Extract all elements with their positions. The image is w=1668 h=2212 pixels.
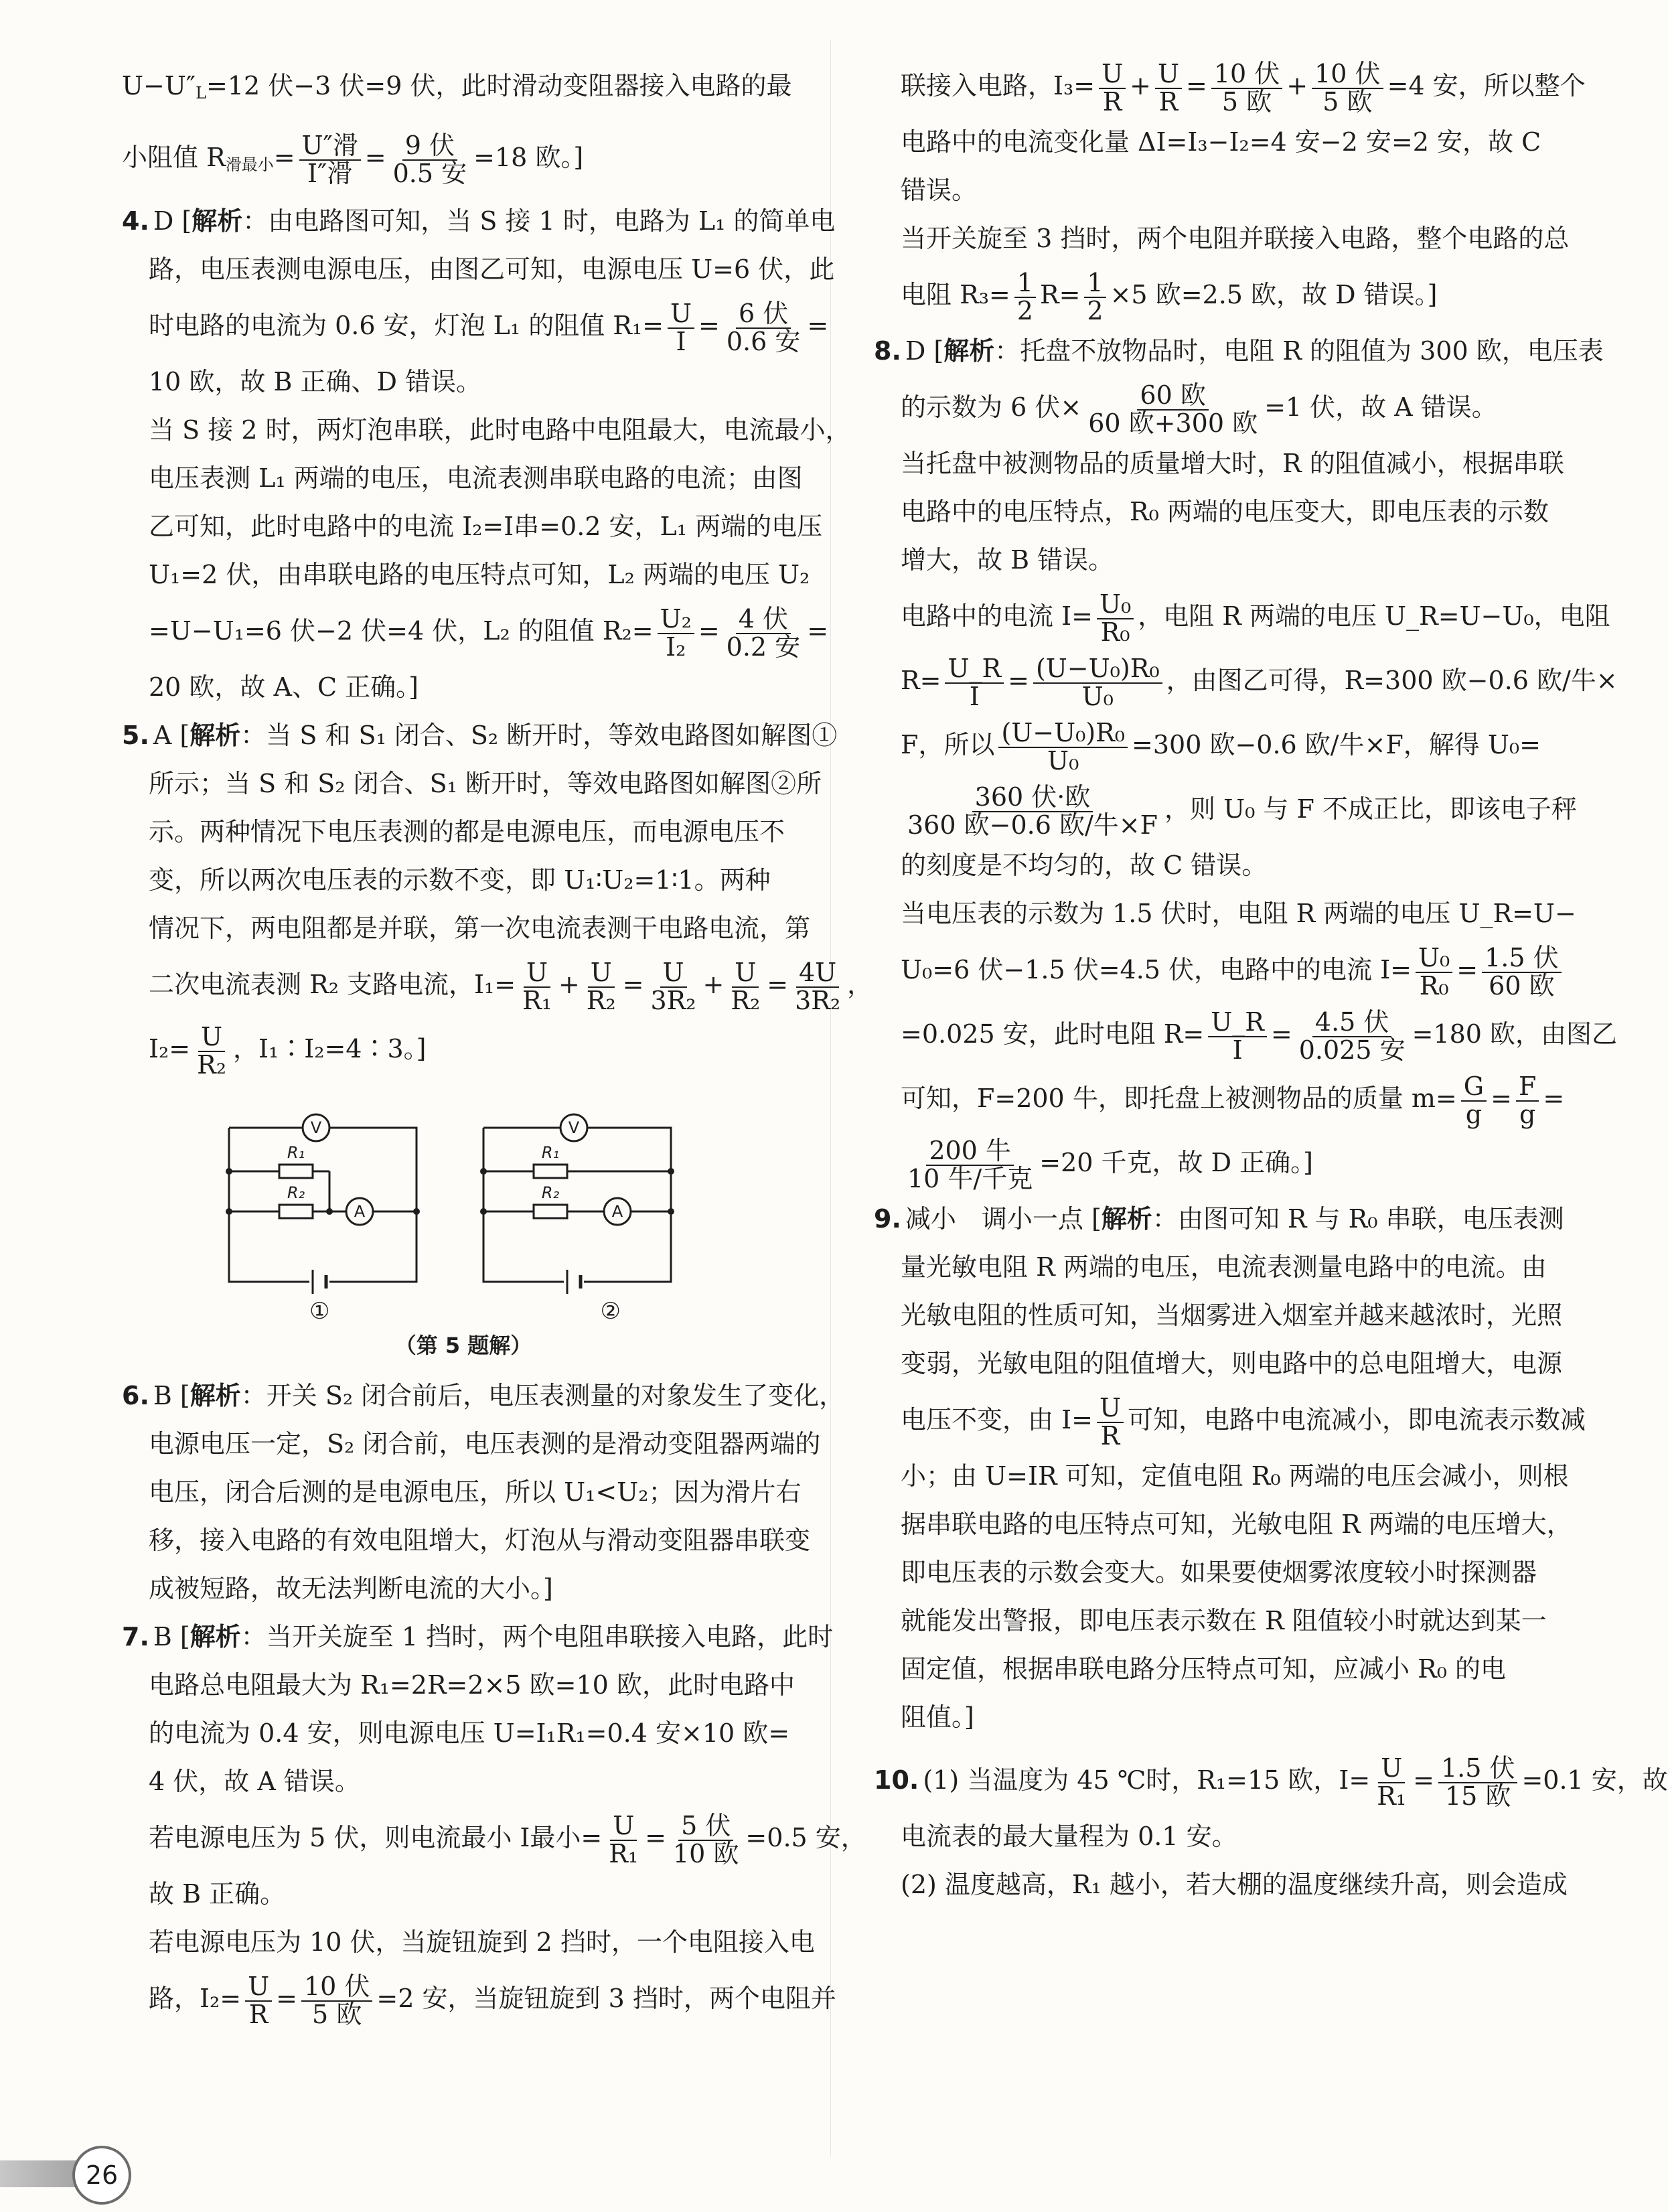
text: [874, 584, 1610, 648]
voltmeter-label: V: [310, 1118, 322, 1137]
analysis-tag: 解析: [189, 1381, 241, 1410]
text: 二次电流表测 R₂ 支路电流，I₁=: [149, 970, 516, 999]
text: 4 伏，故 A 错误。: [149, 1767, 360, 1796]
text: 即电压表的示数会变大。如果要使烟雾浓度较小时探测器: [901, 1558, 1537, 1587]
continuation-line-1: [122, 54, 792, 125]
text: 电流表的最大量程为 0.1 安。: [901, 1822, 1237, 1851]
text: =0.025 安，此时电阻 R=: [901, 1019, 1205, 1049]
text: 电路中的电流 I=: [901, 601, 1093, 631]
answer-7: [122, 1613, 866, 2031]
voltmeter-label: V: [568, 1118, 580, 1137]
ammeter-label: A: [354, 1202, 366, 1221]
fraction: [1296, 1009, 1408, 1064]
denominator: 0.5 安: [392, 158, 467, 188]
numerator: U: [668, 301, 694, 329]
ammeter-label: A: [611, 1202, 623, 1221]
numerator: 4 伏: [736, 606, 791, 634]
numerator: U″滑: [299, 133, 361, 161]
text: 固定值，根据串联电路分压特点可知，应减小 R₀ 的电: [901, 1654, 1507, 1684]
text: ，则 U₀ 与 F 不成正比，即该电子秤: [1164, 794, 1577, 824]
text: ：当 S 和 S₁ 闭合、S₂ 断开时，等效电路图如解图①: [240, 721, 838, 750]
text: 可知，F=200 牛，即托盘上被测物品的质量 m=: [901, 1084, 1457, 1113]
fraction: [1482, 942, 1562, 1001]
text: 联接入电路，I₃= $\frac{U}{R}$ + $\frac{U}{R}$ = $\frac{\text{10 伏}}{\text{5 欧}}$ + $\frac{\text{10 伏}}{\text{5 欧}}$ =4 安，所以整个: [901, 58, 1586, 117]
numerator: 10 伏: [1312, 61, 1383, 89]
text: [874, 1130, 1530, 1195]
wire: [483, 1128, 671, 1282]
text: 移，接入电路的有效电阻增大，灯泡从与滑动变阻器串联变: [149, 1526, 811, 1555]
numerator: U: [588, 960, 615, 988]
numerator: U₀: [1097, 591, 1134, 619]
fraction: [1033, 653, 1162, 711]
analysis-tag: 解析: [1101, 1204, 1152, 1234]
fraction: [584, 957, 619, 1015]
question-number: 9.: [874, 1204, 901, 1234]
denominator: 5 欧: [312, 1999, 362, 2029]
page-number-tab: [0, 2136, 147, 2203]
text: L: [196, 84, 207, 102]
fraction: [1208, 1009, 1267, 1064]
denominator: 0.025 安: [1298, 1035, 1406, 1065]
text: (2) 温度越高，R₁ 越小，若大棚的温度继续升高，则会造成: [901, 1870, 1568, 1899]
text: U−U″: [122, 71, 196, 100]
fraction: [301, 1971, 372, 2029]
text: 阻值。]: [901, 1702, 974, 1732]
resistor-label: R₂: [287, 1183, 305, 1202]
text: 示。两种情况下电压表测的都是电源电压，而电源电压不: [149, 817, 785, 846]
text: [874, 375, 1530, 439]
analysis-tag: 解析: [189, 721, 241, 750]
text: ，I₁∶I₂=4∶3。]: [232, 1034, 427, 1063]
fraction: [728, 957, 763, 1015]
denominator: R: [1100, 1420, 1120, 1451]
answer-10: 10. (1) 当温度为 45 ℃时，R₁=15 欧，I= $\frac{U}{\text{R₁}}$ = $\frac{\text{1.5 伏}}{\text{15 欧}}$ =0.1 安，故 电流表的最大量程为 0.1 安。 (2) 温度越高，R₁ 越小，若大棚的温度继续升高，则会造成: [874, 1748, 1530, 1909]
text: [874, 1388, 1586, 1452]
text: 量光敏电阻 R 两端的电压，电流表测量电路中的电流。由: [901, 1252, 1547, 1282]
text: 光敏电阻的性质可知，当烟雾进入烟室并越来越浓时，光照: [901, 1301, 1563, 1330]
fraction: [945, 653, 1004, 711]
question-number: 8.: [874, 336, 901, 366]
text: 成被短路，故无法判断电流的大小。]: [149, 1574, 553, 1603]
text: 所示；当 S 和 S₂ 闭合、S₁ 断开时，等效电路图如解图②所: [149, 769, 822, 798]
denominator: R₂: [586, 985, 616, 1015]
figure-label-2: ②: [600, 1298, 621, 1325]
fraction: [1374, 1755, 1409, 1810]
text: 滑最小: [225, 155, 274, 174]
text: B [: [153, 1381, 190, 1410]
figure-caption: （第 5 题解）: [394, 1333, 532, 1358]
text: =12 伏−3 伏=9 伏，此时滑动变阻器接入电路的最: [206, 71, 792, 100]
text: 电阻 R₃=: [901, 280, 1010, 309]
right-column: [874, 54, 1668, 1909]
denominator: R: [1102, 86, 1122, 117]
question-number: 5.: [122, 721, 149, 750]
denominator: R: [248, 1999, 269, 2029]
fraction: [905, 784, 1160, 839]
text: 电压不变，由 I=: [901, 1405, 1093, 1434]
text: I₂=: [149, 1034, 191, 1063]
fraction: [390, 130, 470, 188]
numerator: U: [1099, 61, 1126, 89]
numerator: 10 伏: [1211, 61, 1282, 89]
numerator: U: [732, 960, 759, 988]
numerator: 5 伏: [678, 1813, 733, 1841]
denominator: R: [1158, 86, 1179, 117]
fraction: [668, 298, 694, 356]
junction: [413, 1208, 420, 1215]
numerator: U: [660, 960, 687, 988]
fraction: [1099, 58, 1126, 117]
figure-labels: [216, 1298, 711, 1325]
denominator: R₀: [1100, 617, 1130, 647]
numerator: U: [245, 1974, 272, 2002]
text: 据串联电路的电压特点可知，光敏电阻 R 两端的电压增大，: [901, 1509, 1572, 1539]
text: D [: [153, 206, 192, 236]
junction: [226, 1168, 232, 1175]
fraction: [658, 603, 694, 662]
fraction: [670, 1810, 741, 1868]
fraction: [194, 1021, 229, 1080]
numerator: 360 伏·欧: [972, 784, 1093, 812]
text: ：由电路图可知，当 S 接 1 时，电路为 L₁ 的简单电: [242, 206, 836, 236]
text: =4 安，所以整个: [1387, 71, 1586, 100]
denominator: 3R₂: [795, 985, 841, 1015]
text: ×5 欧=2.5 欧，故 D 错误。]: [1110, 280, 1438, 309]
answer-5: [122, 711, 873, 1359]
resistor-r2: [534, 1205, 567, 1218]
denominator: g: [1519, 1099, 1536, 1129]
numerator: U: [198, 1024, 225, 1052]
text: 变，所以两次电压表的示数不变，即 U₁∶U₂=1∶1。两种: [149, 865, 771, 895]
junction: [668, 1168, 674, 1175]
text: ：开关 S₂ 闭合前后，电压表测量的对象发生了变化，: [240, 1381, 845, 1410]
numerator: 1: [1084, 270, 1106, 298]
question-number: 4.: [122, 206, 149, 236]
text: 若电源电压为 5 伏，则电流最小 I最小=: [149, 1823, 603, 1852]
figure-label-1: ①: [309, 1298, 330, 1325]
denominator: I: [1232, 1035, 1243, 1065]
resistor-r2: [279, 1205, 313, 1218]
numerator: (U−U₀)R₀: [998, 720, 1128, 748]
denominator: 360 欧−0.6 欧/牛×F: [907, 810, 1158, 840]
numerator: U₂: [658, 606, 694, 634]
text: 电压表测 L₁ 两端的电压，电流表测串联电路的电流；由图: [149, 463, 803, 493]
answer-8: [874, 327, 1618, 1195]
answer-6: [122, 1372, 845, 1613]
text: 路，I₂= $\frac{U}{R}$ = $\frac{\text{10 伏}}{\text{5 欧}}$ =2 安，当旋钮旋到 3 挡时，两个电阻并: [149, 1971, 836, 2029]
text: B [: [153, 1622, 190, 1651]
text: 小；由 U=IR 可知，定值电阻 R₀ 两端的电压会减小，则根: [901, 1461, 1569, 1491]
numerator: 10 伏: [301, 1974, 372, 2002]
text: 路，I₂=: [149, 1984, 242, 2013]
text: 联接入电路，I₃=: [901, 71, 1095, 100]
left-column: [122, 54, 873, 2031]
text: ，电阻 R 两端的电压 U_R=U−U₀，电阻: [1138, 601, 1610, 631]
text: =U−U₁=6 伏−2 伏=4 伏，L₂ 的阻值 R₂= $\frac{\text{U₂}}{\text{I₂}}$ = $\frac{\text{4 伏}}{\text{0.2 安}}$ =: [149, 603, 829, 662]
text: ：当开关旋至 1 挡时，两个电阻串联接入电路，此时: [240, 1622, 834, 1651]
text: (1) 当温度为 45 ℃时，R₁=15 欧，I=: [923, 1765, 1371, 1795]
text: 的刻度是不均匀的，故 C 错误。: [901, 851, 1268, 880]
text: =0.1 安，故: [1521, 1765, 1668, 1795]
numerator: 1.5 伏: [1438, 1755, 1518, 1783]
fraction: [792, 957, 843, 1015]
text: 乙可知，此时电路中的电流 I₂=I串=0.2 安，L₁ 两端的电压: [149, 512, 823, 541]
text: U₀=6 伏−1.5 伏=4.5 伏，电路中的电流 I=: [901, 955, 1412, 984]
denominator: R₁: [1377, 1781, 1407, 1811]
fraction: [299, 130, 361, 188]
fraction: [724, 603, 804, 662]
fraction: [606, 1810, 641, 1868]
numerator: U: [1097, 1395, 1124, 1423]
fraction: [1312, 58, 1383, 117]
resistor-r1: [534, 1165, 567, 1178]
text: 小阻值 R: [122, 143, 226, 172]
numerator: F: [1516, 1074, 1539, 1102]
text: [874, 777, 1577, 841]
text: =U−U₁=6 伏−2 伏=4 伏，L₂ 的阻值 R₂=: [149, 616, 654, 646]
text: 当电压表的示数为 1.5 伏时，电阻 R 两端的电压 U_R=U−: [901, 899, 1576, 928]
fraction: [245, 1971, 272, 2029]
junction: [480, 1208, 487, 1215]
text: A [: [153, 721, 190, 750]
denominator: R₀: [1419, 970, 1449, 1001]
fraction: [1097, 591, 1134, 646]
text: 故 B 正确。: [149, 1879, 286, 1909]
numerator: U: [1378, 1755, 1405, 1783]
text: 的示数为 6 伏×: [901, 392, 1082, 422]
numerator: (U−U₀)R₀: [1033, 656, 1162, 684]
fraction: [520, 957, 554, 1015]
denominator: U₀: [1047, 745, 1079, 776]
text: 就能发出警报，即电压表示数在 R 阻值较小时就达到某一: [901, 1606, 1547, 1635]
resistor-r1: [279, 1165, 313, 1178]
fraction: [1155, 58, 1182, 117]
text: [874, 263, 1530, 327]
text: R= $\frac{U\_R}{I}$ = $\frac{\text{(U−U₀)R₀}}{\text{U₀}}$ ，由图乙可得，R=300 欧−0.6 欧/牛×: [901, 653, 1618, 711]
text: 电压，闭合后测的是电源电压，所以 U₁<U₂；因为滑片右: [149, 1477, 802, 1507]
numerator: U₀: [1416, 945, 1452, 973]
text: =0.025 安，此时电阻 R= $\frac{U\_R}{I}$ = $\frac{\text{4.5 伏}}{\text{0.025 安}}$ =180 欧，由图乙: [901, 1007, 1618, 1065]
page-number: 26: [72, 2146, 131, 2205]
analysis-tag: 解析: [189, 1622, 241, 1651]
text: 时电路的电流为 0.6 安，灯泡 L₁ 的阻值 R₁=: [149, 311, 664, 340]
fraction: [648, 957, 699, 1015]
resistor-label: R₂: [541, 1183, 560, 1202]
numerator: U_R: [945, 656, 1004, 684]
denominator: I₂: [666, 632, 686, 662]
text: 可知，电路中电流减小，即电流表示数减: [1127, 1405, 1586, 1434]
denominator: R₁: [522, 985, 552, 1015]
denominator: I: [676, 326, 686, 356]
denominator: U₀: [1081, 681, 1114, 711]
numerator: U: [524, 960, 550, 988]
text: R=: [1039, 280, 1081, 309]
fraction: [1084, 267, 1106, 325]
circuit-diagrams: [216, 1088, 711, 1295]
junction: [668, 1208, 674, 1215]
text: U₀=6 伏−1.5 伏=4.5 伏，电路中的电流 I= $\frac{\text{U₀}}{\text{R₀}}$ = $\frac{\text{1.5 伏}}{\text{60 欧}}$: [874, 938, 1530, 1002]
text: 二次电流表测 R₂ 支路电流，I₁= $\frac{U}{\text{R₁}}$ + $\frac{U}{\text{R₂}}$ = $\frac{U}{\text{3R₂}}$ + $\frac{U}{\text{R₂}}$ = $\frac{4U}{\text{3R₂}}$ ，: [149, 957, 873, 1015]
text: 时电路的电流为 0.6 安，灯泡 L₁ 的阻值 R₁= $\frac{U}{I}$ = $\frac{\text{6 伏}}{\text{0.6 安}}$ =: [149, 298, 829, 356]
analysis-tag: 解析: [192, 206, 243, 236]
junction: [226, 1208, 232, 1215]
fraction: [1211, 58, 1282, 117]
text: =2 安，当旋钮旋到 3 挡时，两个电阻并: [376, 1984, 836, 2013]
numerator: U_R: [1208, 1009, 1267, 1037]
text: ：托盘不放物品时，电阻 R 的阻值为 300 欧，电压表: [994, 336, 1604, 366]
text: =180 欧，由图乙: [1412, 1019, 1618, 1049]
numerator: 60 欧: [1137, 382, 1208, 411]
denominator: 15 欧: [1444, 1781, 1511, 1811]
text: =18 欧。]: [473, 143, 584, 172]
resistor-label: R₁: [287, 1143, 305, 1162]
denominator: I″滑: [307, 158, 353, 188]
text: 若电源电压为 5 伏，则电流最小 I最小= $\frac{U}{\text{R₁}}$ = $\frac{\text{5 伏}}{\text{10 欧}}$ =0.5 安，: [149, 1810, 866, 1868]
numerator: 1: [1014, 270, 1036, 298]
wire: [229, 1128, 416, 1282]
denominator: 2: [1087, 295, 1104, 325]
answer-4: [122, 197, 851, 711]
text: 若电源电压为 10 伏，当旋钮旋到 2 挡时，一个电阻接入电: [149, 1927, 815, 1957]
text: R=: [901, 666, 941, 695]
numerator: G: [1461, 1074, 1487, 1102]
fraction: [1097, 1392, 1124, 1451]
denominator: 0.6 安: [726, 326, 801, 356]
text: 增大，故 B 错误。: [901, 545, 1114, 575]
junction: [326, 1208, 333, 1215]
text: 电路中的电流变化量 ΔI=I₃−I₂=4 安−2 安=2 安，故 C: [901, 127, 1541, 157]
denominator: R₁: [609, 1838, 639, 1868]
question-number: 10.: [874, 1765, 919, 1795]
fraction: [1085, 382, 1260, 437]
text: 10 欧，故 B 正确、D 错误。: [149, 367, 482, 396]
denominator: R₂: [731, 985, 761, 1015]
text: D [: [905, 336, 944, 366]
text: 当开关旋至 3 挡时，两个电阻并联接入电路，整个电路的总: [901, 224, 1570, 253]
denominator: 5 欧: [1221, 86, 1272, 117]
text: 路，电压表测电源电压，由图乙可知，电源电压 U=6 伏，此: [149, 254, 835, 284]
denominator: g: [1465, 1099, 1483, 1129]
numerator: U: [1155, 61, 1182, 89]
denominator: 5 欧: [1322, 86, 1373, 117]
fraction: [1438, 1755, 1518, 1810]
fraction: [1461, 1071, 1487, 1129]
denominator: R₂: [197, 1049, 226, 1080]
numerator: 1.5 伏: [1482, 945, 1562, 973]
denominator: 10 欧: [672, 1838, 739, 1868]
text: 变弱，光敏电阻的阻值增大，则电路中的总电阻增大，电源: [901, 1349, 1563, 1378]
text: 电路中的电压特点，R₀ 两端的电压变大，即电压表的示数: [901, 497, 1549, 526]
text: ，由图乙可得，R=300 欧−0.6 欧/牛×: [1166, 666, 1618, 695]
answer-9: [874, 1195, 1586, 1741]
text: F，所以: [901, 730, 995, 759]
text: [874, 713, 1541, 777]
denominator: 60 欧+300 欧: [1088, 408, 1258, 438]
text: =300 欧−0.6 欧/牛×F，解得 U₀=: [1132, 730, 1541, 759]
text: [122, 1017, 778, 1081]
numerator: U: [610, 1813, 637, 1841]
fraction: [1416, 942, 1452, 1001]
numerator: 200 牛: [926, 1138, 1014, 1166]
numerator: 4.5 伏: [1312, 1009, 1392, 1037]
text: 的电流为 0.4 安，则电源电压 U=I₁R₁=0.4 安×10 欧=: [149, 1718, 790, 1748]
numerator: 9 伏: [402, 133, 457, 161]
text: 错误。: [901, 175, 978, 205]
fraction: [1014, 267, 1036, 325]
text: U₁=2 伏，由串联电路的电压特点可知，L₂ 两端的电压 U₂: [149, 560, 810, 589]
circuit-figure: [216, 1088, 711, 1359]
text: 减小 调小一点 [: [905, 1204, 1102, 1234]
text: =20 千克，故 D 正确。]: [1039, 1148, 1313, 1177]
denominator: 2: [1016, 295, 1033, 325]
text: 情况下，两电阻都是并联，第一次电流表测干电路电流，第: [149, 913, 811, 943]
text: 电源电压一定，S₂ 闭合前，电压表测的是滑动变阻器两端的: [149, 1429, 821, 1459]
text: 可知，F=200 牛，即托盘上被测物品的质量 m= $\frac{G}{g}$ = $\frac{F}{g}$ =: [901, 1071, 1565, 1129]
denominator: I: [969, 681, 980, 711]
junction: [480, 1168, 487, 1175]
denominator: 0.2 安: [726, 632, 801, 662]
numerator: 4U: [796, 960, 839, 988]
fraction: [905, 1135, 1035, 1193]
question-number: 6.: [122, 1381, 149, 1410]
analysis-tag: 解析: [943, 336, 995, 366]
resistor-label: R₁: [541, 1143, 560, 1162]
text: =0.5 安，: [745, 1823, 866, 1852]
text: ：由图可知 R 与 R₀ 串联，电压表测: [1152, 1204, 1564, 1234]
question-number: 7.: [122, 1622, 149, 1651]
fraction: [724, 298, 804, 356]
text: 当托盘中被测物品的质量增大时，R 的阻值减小，根据串联: [901, 449, 1564, 478]
text: 电路总电阻最大为 R₁=2R=2×5 欧=10 欧，此时电路中: [149, 1670, 795, 1700]
numerator: 6 伏: [736, 301, 791, 329]
fraction: [1516, 1071, 1539, 1129]
denominator: 60 欧: [1489, 970, 1555, 1001]
text: 20 欧，故 A、C 正确。]: [149, 672, 419, 702]
continuation-line-2: 小阻值 $R_{滑最小}=$ $\frac{\text{U″滑}}{\text{I″滑}}$ = $\frac{\text{9 伏}}{\text{0.5 安}}$ =18 欧。]: [122, 130, 584, 188]
denominator: 3R₂: [650, 985, 696, 1015]
text: 当 S 接 2 时，两灯泡串联，此时电路中电阻最大，电流最小，: [149, 415, 851, 445]
denominator: 10 牛/千克: [907, 1163, 1033, 1193]
text: =1 伏，故 A 错误。: [1264, 392, 1497, 422]
fraction: [998, 717, 1128, 776]
